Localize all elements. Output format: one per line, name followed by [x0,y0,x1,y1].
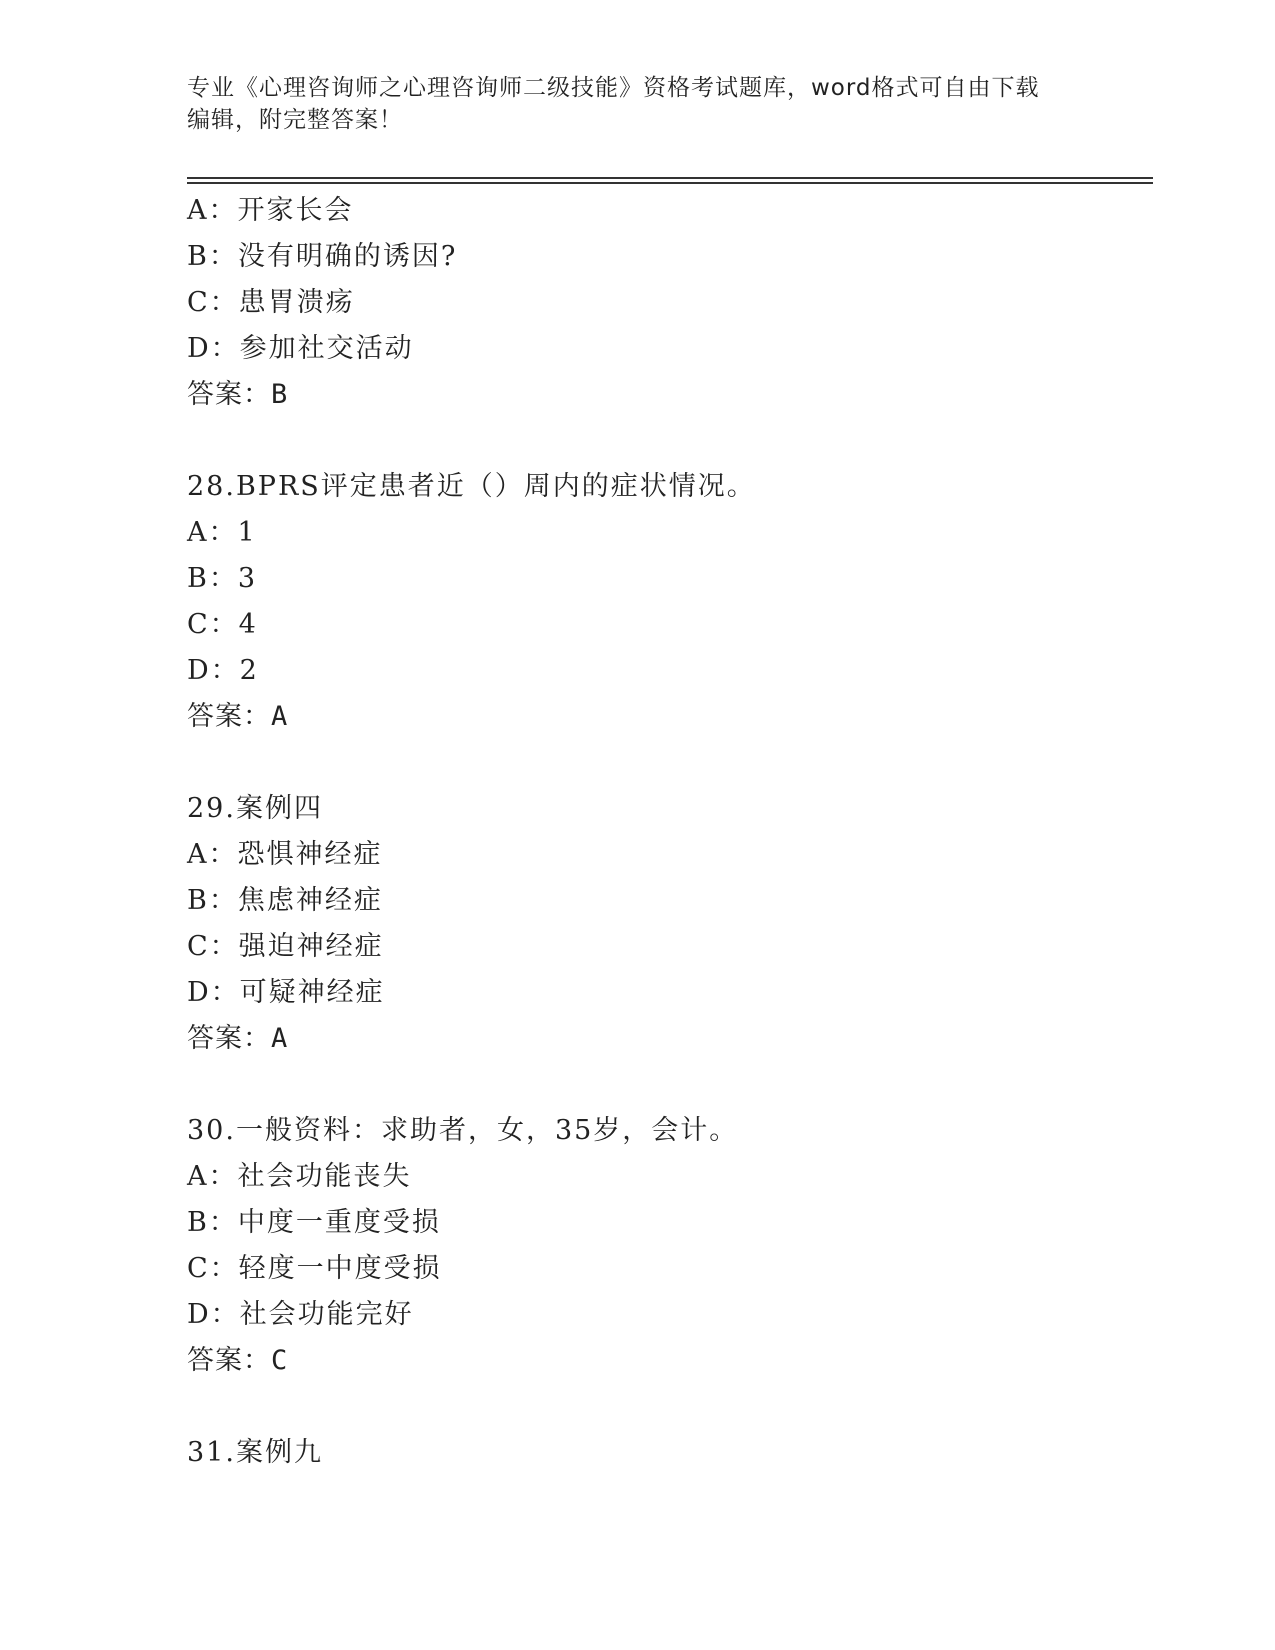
answer-line: 答案：B [187,379,289,410]
question-stem: 31.案例九 [187,1437,323,1468]
option-b: B：没有明确的诱因? [187,241,458,272]
option-d: D：参加社交活动 [187,333,414,364]
option-c: C：4 [187,609,258,640]
question-list [187,188,1147,1476]
option-d: D：可疑神经症 [187,977,385,1008]
option-c: C：轻度一中度受损 [187,1253,442,1284]
question-block-28 [187,464,1147,740]
option-a: A：1 [187,517,257,548]
option-c: C：强迫神经症 [187,931,384,962]
question-block-30 [187,1108,1147,1384]
option-b: B：3 [187,563,258,594]
question-stem: 28.BPRS评定患者近（）周内的症状情况。 [187,471,756,502]
document-header [187,72,1067,136]
header-line-2: 编辑，附完整答案！ [187,107,403,133]
header-divider-top [187,177,1153,179]
option-d: D：社会功能完好 [187,1299,414,1330]
question-stem: 30.一般资料：求助者，女，35岁，会计。 [187,1115,739,1146]
option-c: C：患胃溃疡 [187,287,355,318]
question-block-29 [187,786,1147,1062]
question-block-31 [187,1430,1147,1476]
option-a: A：恐惧神经症 [187,839,383,870]
option-a: A：社会功能丧失 [187,1161,412,1192]
option-b: B：焦虑神经症 [187,885,383,916]
header-divider-bottom [187,182,1153,184]
answer-line: 答案：A [187,701,289,732]
question-block-previous [187,188,1147,418]
header-line-1: 专业《心理咨询师之心理咨询师二级技能》资格考试题库，word格式可自由下载 [187,75,1040,101]
option-b: B：中度一重度受损 [187,1207,441,1238]
option-a: A：开家长会 [187,195,354,226]
answer-line: 答案：A [187,1023,289,1054]
option-d: D：2 [187,655,259,686]
answer-line: 答案：C [187,1345,289,1376]
question-stem: 29.案例四 [187,793,323,824]
